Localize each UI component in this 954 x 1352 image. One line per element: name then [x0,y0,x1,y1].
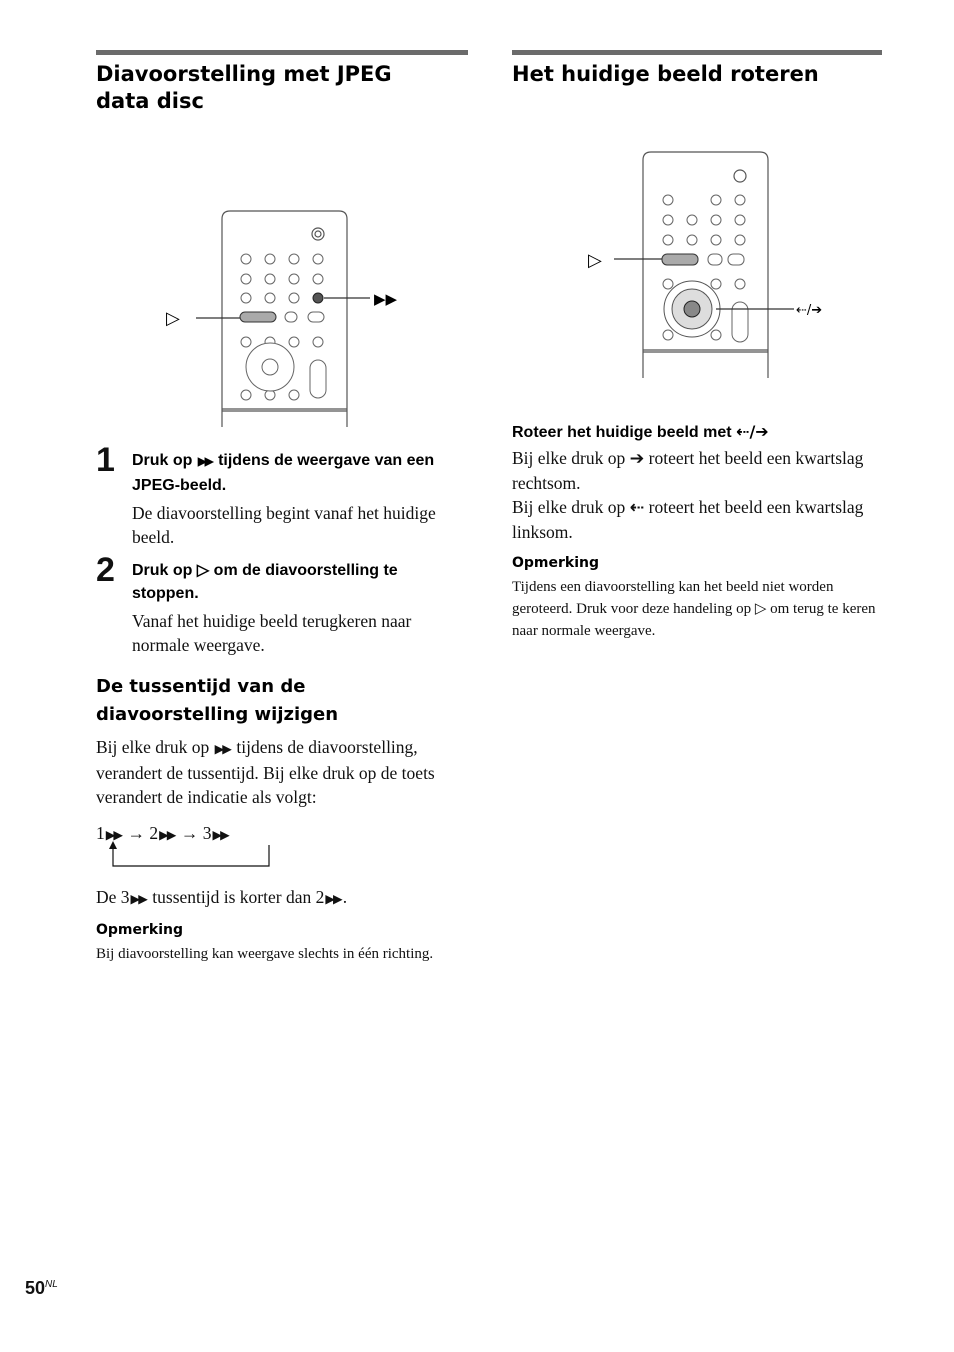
right-column [512,50,882,642]
rotate-callout-label: ⇠/➔ [796,303,823,318]
play-key [240,312,276,322]
arrow-left-icon: ⇠ [629,498,645,518]
cycle-step-1: 1 [96,823,105,843]
section-title-rotate: Het huidige beeld roteren [512,62,819,86]
play-icon [755,601,767,617]
interval-paragraph: Bij elke druk op ▶▶ tijdens de diavoorstelling, verandert de tussentijd. Bij elke druk op de toets verandert de indicatie als volgt: [96,735,468,809]
ff-icon [324,887,342,907]
interval-cycle-diagram [96,821,468,879]
left-column [96,50,468,965]
ff-icon [197,452,214,469]
section-rule [512,50,882,55]
note-heading: Opmerking [96,922,184,938]
step-number: 1 [96,441,115,479]
section-rule [96,50,468,55]
play-callout-label: ▷ [166,308,180,329]
rotate-right-text: Bij elke druk op ➔ roteert het beeld een kwartslag rechtsom. [512,448,864,493]
remote-illustration-right [512,98,882,398]
cycle-step-2: 2 [149,823,159,843]
note-text: Tijdens een diavoorstelling kan het beeld niet worden geroteerd. Druk voor deze handeling op ▷ om terug te keren naar normale weergave. [512,576,882,642]
step-instruction: Druk op ▷ om de diavoorstelling te stoppen. [132,559,468,605]
step-number: 2 [96,551,115,589]
remote-illustration-left [96,127,468,427]
rotate-instruction: Roteer het huidige beeld met ⇠/➔ [512,422,769,441]
arrow-right-icon: ➔ [629,449,645,469]
interval-compare: De 3 ▶▶ tussentijd is korter dan 2 ▶▶ . [96,885,468,911]
arrow-right-icon: → [180,823,203,843]
ff-icon [130,887,148,907]
section-title-slideshow: Diavoorstelling met JPEG data disc [96,62,392,113]
cycle-return-arrow [96,821,296,879]
step-2 [96,551,468,657]
note-text: Bij diavoorstelling kan weergave slechts in één richting. [96,946,434,962]
rotate-arrows-icon: ⇠/➔ [736,422,769,441]
step-description: Vanaf het huidige beeld terugkeren naar normale weergave. [132,611,412,655]
arrow-right-icon: → [127,823,150,843]
rotate-left-text: Bij elke druk op ⇠ roteert het beeld een kwartslag linksom. [512,497,864,542]
ff-icon [214,737,232,757]
play-icon [197,562,209,579]
step-1 [96,441,468,549]
step-description: De diavoorstelling begint vanaf het huidige beeld. [132,503,436,547]
subsection-title: De tussentijd van de diavoorstelling wijzigen [96,676,339,725]
play-callout-label: ▷ [588,250,602,271]
step-instruction: Druk op ▶▶ tijdens de weergave van een JPEG-beeld. [132,449,468,497]
note-heading: Opmerking [512,555,600,571]
cycle-step-3: 3 [202,823,212,843]
ff-key [313,293,323,303]
ff-callout-label: ▶▶ [374,290,398,308]
page-number: $50^{NL}$ [25,1278,58,1298]
